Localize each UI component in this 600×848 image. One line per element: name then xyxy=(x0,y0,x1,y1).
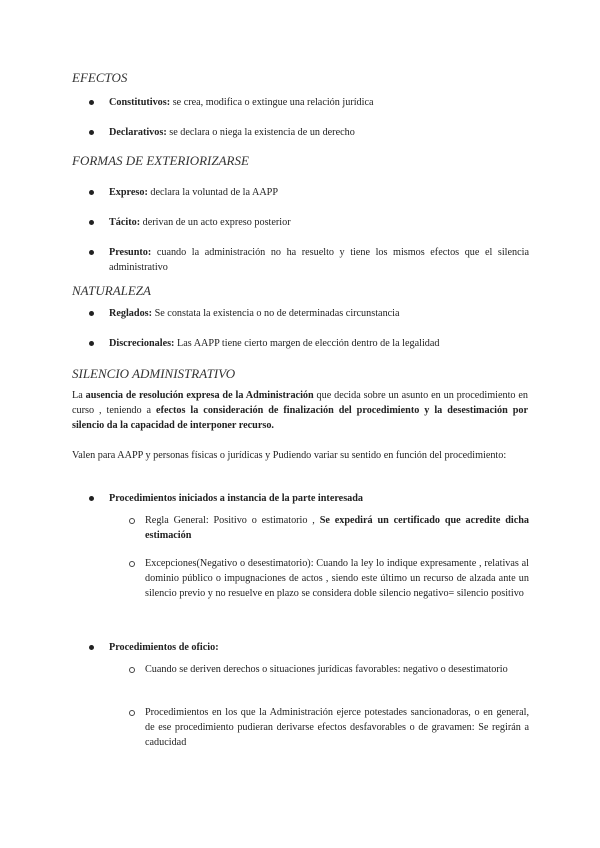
sub-regla-general xyxy=(145,513,529,543)
heading-formas: FORMAS DE EXTERIORIZARSE xyxy=(72,153,249,168)
heading-naturaleza: NATURALEZA xyxy=(72,283,151,298)
bullet-icon xyxy=(89,100,94,105)
heading-silencio: SILENCIO ADMINISTRATIVO xyxy=(72,366,236,381)
item-oficio-title xyxy=(109,640,529,655)
bullet-icon xyxy=(89,250,94,255)
bullet-icon xyxy=(89,645,94,650)
para1-b1: ausencia de resolución expresa de la Administración xyxy=(85,390,314,401)
hollow-bullet-icon xyxy=(129,667,135,673)
bullet-icon xyxy=(89,130,94,135)
paragraph-valen: Valen para AAPP y personas físicas o jurídicas y Pudiendo variar su sentido en función del procedimiento: xyxy=(72,450,507,461)
item-tacito xyxy=(109,215,529,230)
item-constitutivos xyxy=(109,95,529,110)
term-expreso: Expreso: xyxy=(109,187,148,198)
text-tacito: derivan de un acto expreso posterior xyxy=(140,217,291,228)
bullet-icon xyxy=(89,496,94,501)
item-reglados xyxy=(109,306,529,321)
instancia-title: Procedimientos iniciados a instancia de la parte interesada xyxy=(109,493,364,504)
bullet-icon xyxy=(89,190,94,195)
text-expreso: declara la voluntad de la AAPP xyxy=(147,187,279,198)
sub-excepciones: Excepciones(Negativo o desestimatorio): Cuando la ley lo indique expresamente , relativas al dominio público o impugnaciones de actos , siendo este último un recurso de alzada ante un silencio previo y no resuelve en plazo se considera doble silencio negativo= silencio positivo xyxy=(145,558,529,599)
item-discrecionales xyxy=(109,336,529,351)
item-expreso xyxy=(109,185,529,200)
term-constitutivos: Constitutivos: xyxy=(109,97,171,108)
item-presunto xyxy=(109,245,529,275)
para1-t2: que decida sobre un asunto en un procedimiento en curso , teniendo a xyxy=(72,390,529,416)
regla-general-text: Regla General: Positivo o estimatorio , xyxy=(145,515,320,526)
sub-sancionadoras: Procedimientos en los que la Administración ejerce potestades sancionadoras, o en general, de ese procedimiento pudieran derivarse efectos desfavorables o de gravamen: Se regirán a caducidad xyxy=(145,707,529,748)
regla-general-bold: Se expedirá un certificado que acredite dicha estimación xyxy=(145,515,529,541)
paragraph-definicion xyxy=(72,388,528,433)
item-declarativos xyxy=(109,125,529,140)
bullet-icon xyxy=(89,311,94,316)
term-presunto: Presunto: xyxy=(109,247,152,258)
term-reglados: Reglados: xyxy=(109,308,153,319)
hollow-bullet-icon xyxy=(129,518,135,524)
para1-b2: efectos la consideración de finalización del procedimiento y la desestimación por silencio da la capacidad de interponer recurso. xyxy=(72,405,528,431)
term-tacito: Tácito: xyxy=(109,217,141,228)
oficio-title: Procedimientos de oficio: xyxy=(109,642,219,653)
bullet-icon xyxy=(89,341,94,346)
hollow-bullet-icon xyxy=(129,710,135,716)
text-discrecionales: Las AAPP tiene cierto margen de elección dentro de la legalidad xyxy=(174,338,440,349)
hollow-bullet-icon xyxy=(129,561,135,567)
text-reglados: Se constata la existencia o no de determinadas circunstancia xyxy=(152,308,400,319)
item-instancia-title xyxy=(109,491,529,506)
text-constitutivos: se crea, modifica o extingue una relación jurídica xyxy=(170,97,374,108)
bullet-icon xyxy=(89,220,94,225)
term-discrecionales: Discrecionales: xyxy=(109,338,175,349)
heading-efectos: EFECTOS xyxy=(72,70,128,85)
sub-favorables: Cuando se deriven derechos o situaciones jurídicas favorables: negativo o desestimatorio xyxy=(145,664,508,675)
para1-t1: La xyxy=(72,390,86,401)
text-declarativos: se declara o niega la existencia de un derecho xyxy=(166,127,355,138)
term-declarativos: Declarativos: xyxy=(109,127,167,138)
text-presunto: cuando la administración no ha resuelto y tiene los mismos efectos que el silencia administrativo xyxy=(109,247,529,273)
